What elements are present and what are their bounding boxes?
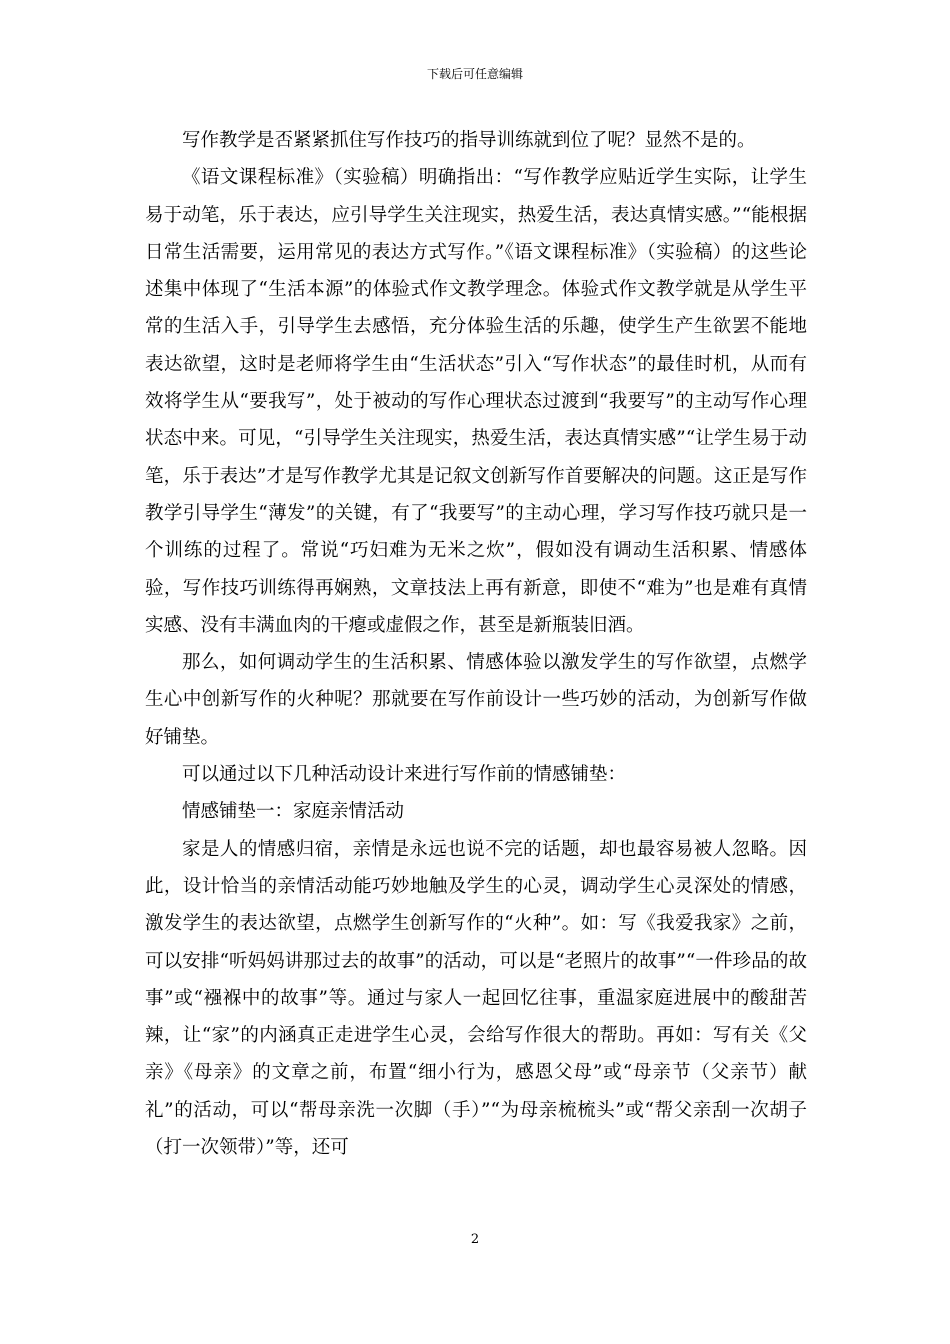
paragraph-3: 那么，如何调动学生的生活积累、情感体验以激发学生的写作欲望，点燃学生心中创新写作的火种呢？那就要在写作前设计一些巧妙的活动，为创新写作做好铺垫。 (145, 652, 807, 748)
paragraph-2: 《语文课程标准》（实验稿）明确指出：“写作教学应贴近学生实际，让学生易于动笔，乐于表达，应引导学生关注现实，热爱生活，表达真情实感。”“能根据日常生活需要，运用常见的表达方式写作。”《语文课程标准》（实验稿）的这些论述集中体现了“生活本源”的体验式作文教学理念。体验式作文教学就是从学生平常的生活入手，引导学生去感悟，充分体验生活的乐趣，使学生产生欲罢不能地表达欲望，这时是老师将学生由“生活状态”引入“写作状态”的最佳时机，从而有效将学生从“要我写”，处于被动的写作心理状态过渡到“我要写”的主动写作心理状态中来。可见，“引导学生关注现实，热爱生活，表达真情实感”“让学生易于动笔，乐于表达”才是写作教学尤其是记叙文创新写作首要解决的问题。这正是写作教学引导学生“薄发”的关键，有了“我要写”的主动心理，学习写作技巧就只是一个训练的过程了。常说“巧妇难为无米之炊”，假如没有调动生活积累、情感体验，写作技巧训练得再娴熟，文章技法上再有新意，即使不“难为”也是难有真情实感、没有丰满血肉的干瘪或虚假之作，甚至是新瓶装旧酒。 (145, 167, 807, 636)
page-number: 2 (470, 1232, 480, 1247)
page-header: 下载后可任意编辑 (426, 67, 523, 81)
document-body (145, 122, 807, 1166)
paragraph-4: 可以通过以下几种活动设计来进行写作前的情感铺垫： (182, 764, 627, 786)
paragraph-1: 写作教学是否紧紧抓住写作技巧的指导训练就到位了呢？显然不是的。 (182, 130, 756, 151)
paragraph-5: 家是人的情感归宿，亲情是永远也说不完的话题，却也最容易被人忽略。因此，设计恰当的亲情活动能巧妙地触及学生的心灵，调动学生心灵深处的情感，激发学生的表达欲望，点燃学生创新写作的“火种”。如：写《我爱我家》之前，可以安排“听妈妈讲那过去的故事”的活动，可以是“老照片的故事”“一件珍品的故事”或“襁褓中的故事”等。通过与家人一起回忆往事，重温家庭进展中的酸甜苦辣，让“家”的内涵真正走进学生心灵，会给写作很大的帮助。再如：写有关《父亲》《母亲》的文章之前，布置“细小行为，感恩父母”或“母亲节（父亲节）献礼”的活动，可以“帮母亲洗一次脚（手）”“为母亲梳梳头”或“帮父亲刮一次胡子（打一次领带）”等，还可 (145, 838, 807, 1159)
section-heading: 情感铺垫一：家庭亲情活动 (182, 801, 405, 823)
